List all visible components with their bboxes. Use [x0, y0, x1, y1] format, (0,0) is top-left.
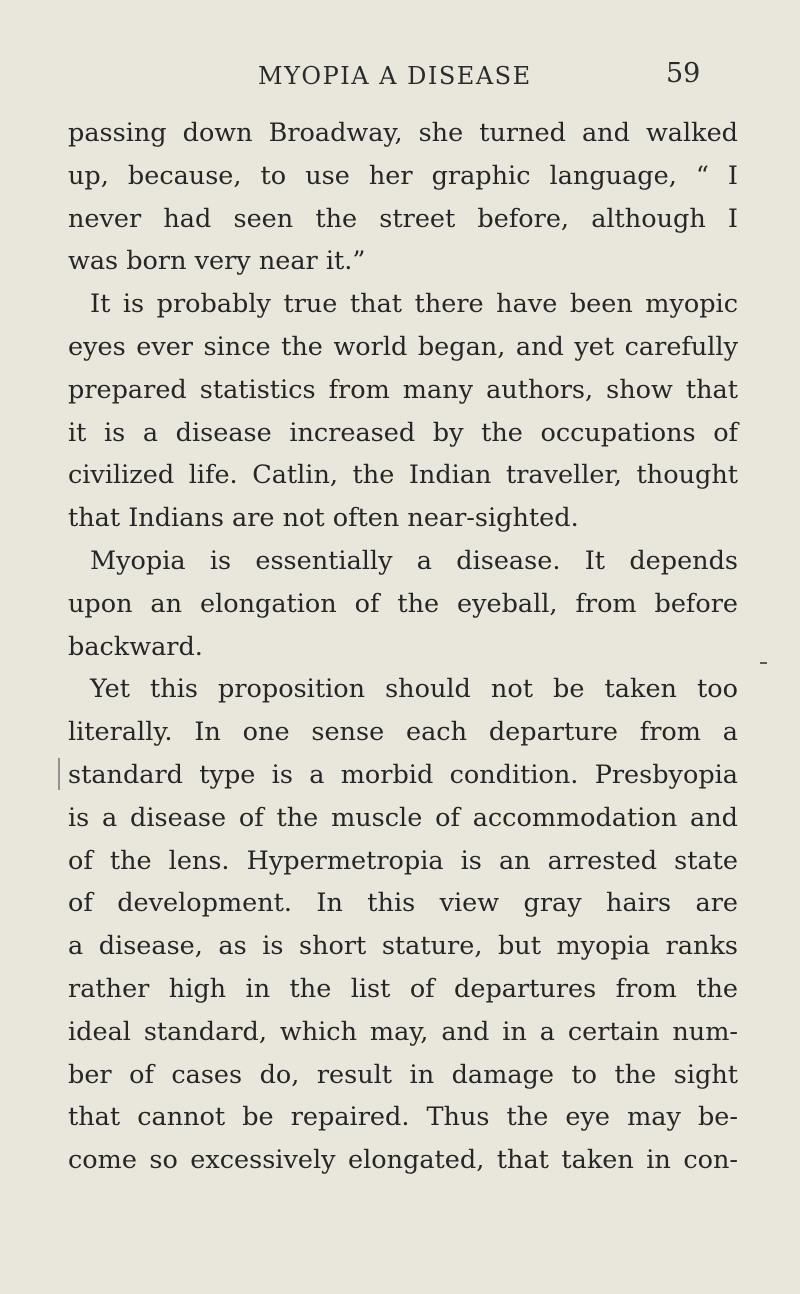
- page-number: 59: [666, 58, 701, 89]
- text-line: eyes ever since the world began, and yet carefully: [68, 331, 738, 362]
- text-line: that cannot be repaired. Thus the eye may be-: [68, 1102, 738, 1133]
- text-line: never had seen the street before, although I: [68, 203, 738, 234]
- text-line: backward.: [68, 631, 203, 662]
- text-line: that Indians are not often near-sighted.: [68, 503, 579, 534]
- text-line: ber of cases do, result in damage to the sight: [68, 1059, 738, 1090]
- text-line: Yet this proposition should not be taken too: [90, 674, 738, 705]
- text-line: of the lens. Hypermetropia is an arrested state: [68, 845, 738, 876]
- text-line: literally. In one sense each departure from a: [68, 717, 738, 748]
- body-text: [68, 112, 738, 1182]
- text-line: come so excessively elongated, that taken in con-: [68, 1145, 738, 1176]
- text-line: of development. In this view gray hairs are: [68, 888, 738, 919]
- text-line: up, because, to use her graphic language, “ I: [68, 160, 738, 191]
- text-line: civilized life. Catlin, the Indian traveller, thought: [68, 460, 738, 491]
- text-line: is a disease of the muscle of accommodation and: [68, 802, 738, 833]
- text-line: prepared statistics from many authors, show that: [68, 374, 738, 405]
- text-line: was born very near it.”: [68, 246, 366, 277]
- running-head: MYOPIA A DISEASE: [258, 62, 532, 90]
- text-line: rather high in the list of departures from the: [68, 973, 738, 1004]
- text-line: standard type is a morbid condition. Presbyopia: [68, 759, 738, 790]
- text-line: It is probably true that there have been myopic: [90, 289, 738, 320]
- text-line: passing down Broadway, she turned and walked: [68, 118, 738, 148]
- margin-mark: [760, 662, 767, 664]
- text-line: upon an elongation of the eyeball, from before: [68, 588, 738, 619]
- text-line: it is a disease increased by the occupations of: [68, 417, 738, 448]
- page-header: [0, 56, 800, 96]
- text-line: ideal standard, which may, and in a certain num-: [68, 1016, 738, 1047]
- text-line: Myopia is essentially a disease. It depends: [90, 545, 738, 576]
- text-line: a disease, as is short stature, but myopia ranks: [68, 931, 738, 962]
- margin-tick: [58, 758, 60, 790]
